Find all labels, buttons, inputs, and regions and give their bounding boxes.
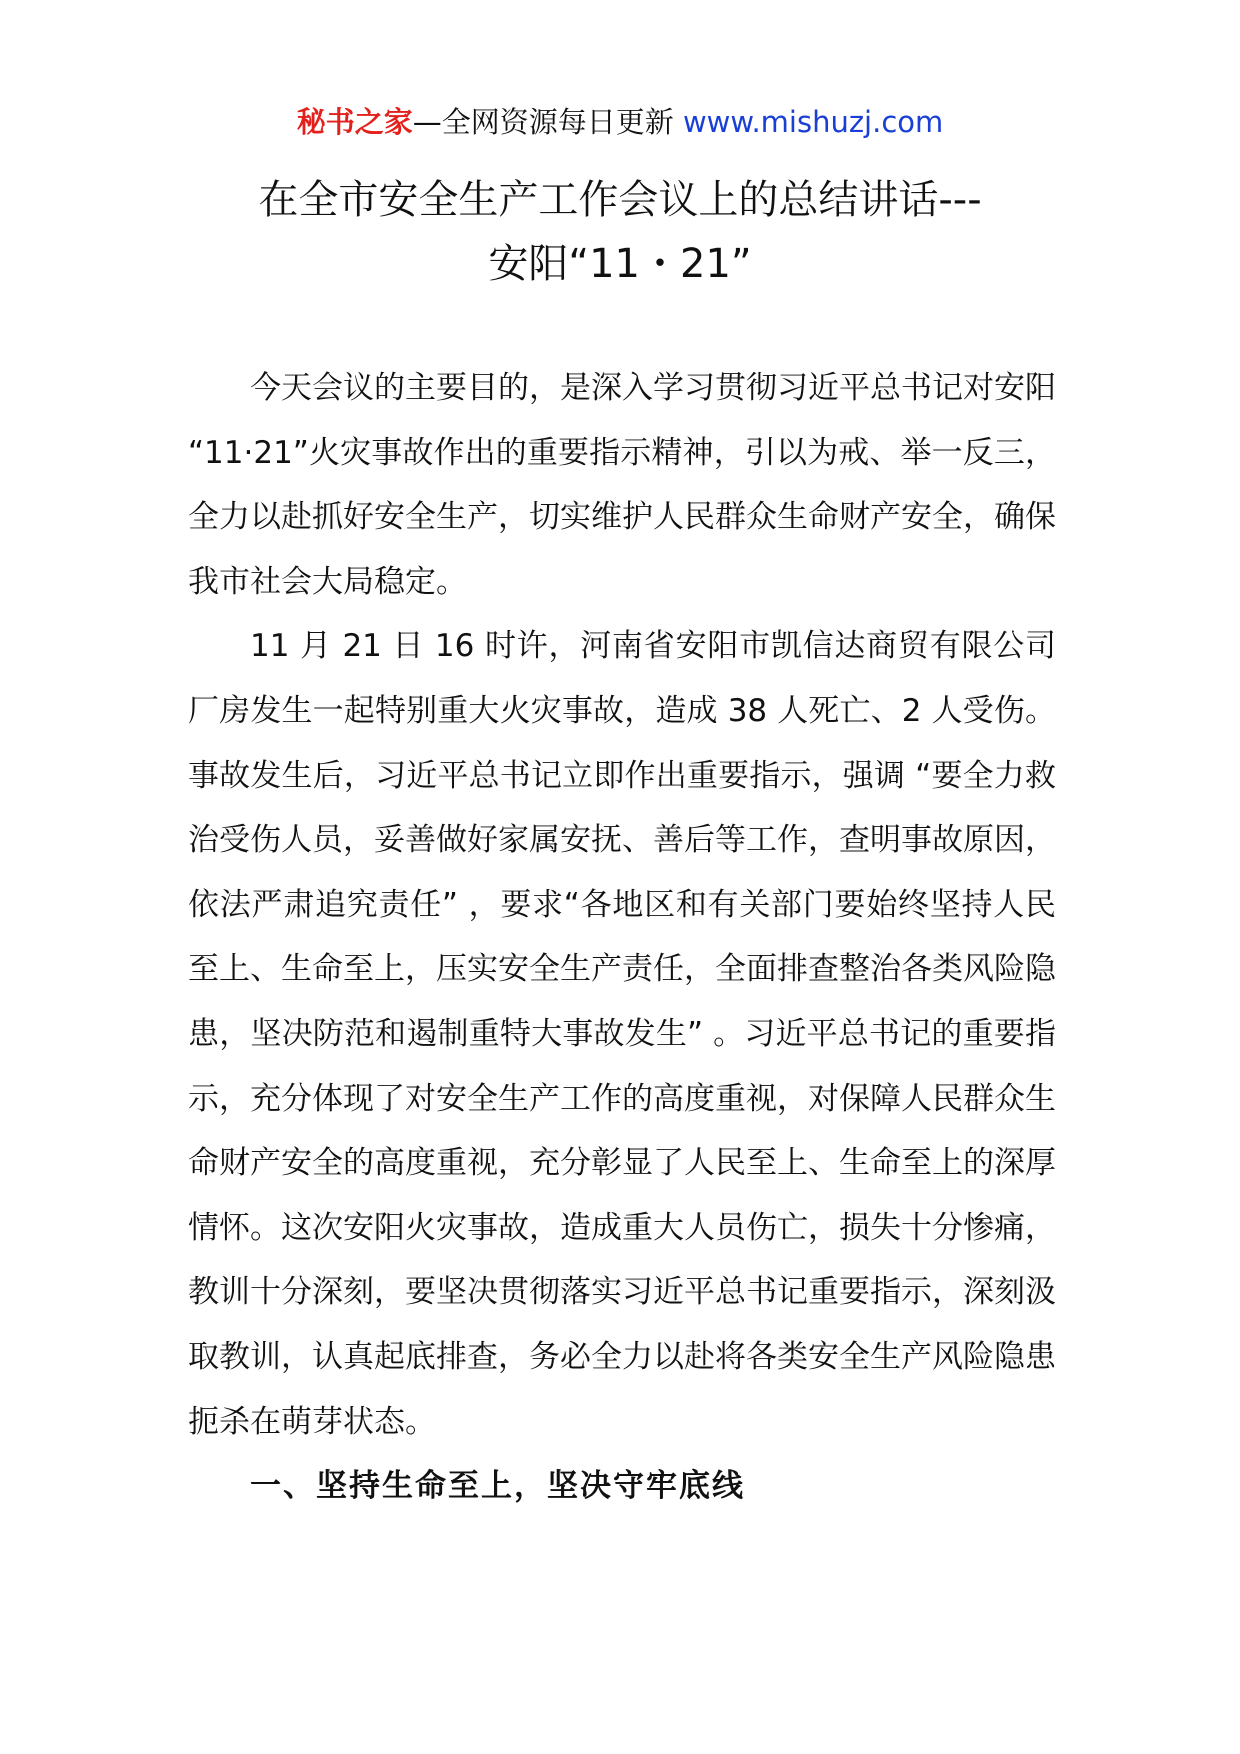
brand-name: 秘书之家 <box>296 105 413 139</box>
paragraph-incident: 11 月 21 日 16 时许，河南省安阳市凯信达商贸有限公司厂房发生一起特别重大火灾事故，造成 38 人死亡、2 人受伤。事故发生后，习近平总书记立即作出重要指示，强调 “要全力救治受伤人员，妥善做好家属安抚、善后等工作，查明事故原因，依法严肃追究责任” ，要求“各地区和有关部门要始终坚持人民至上、生命至上，压实安全生产责任，全面排查整治各类风险隐患，坚决防范和遏制重特大事故发生” 。习近平总书记的重要指示，充分体现了对安全生产工作的高度重视，对保障人民群众生命财产安全的高度重视，充分彰显了人民至上、生命至上的深厚情怀。这次安阳火灾事故，造成重大人员伤亡，损失十分惨痛，教训十分深刻，要坚决贯彻落实习近平总书记重要指示，深刻汲取教训，认真起底排查，务必全力以赴将各类安全生产风险隐患扼杀在萌芽状态。 <box>188 628 1056 1440</box>
title-line-2: 安阳“11・21” <box>488 241 752 287</box>
site-url-link[interactable]: www.mishuzj.com <box>682 105 944 139</box>
site-header <box>0 100 1240 144</box>
document-title <box>0 168 1240 296</box>
document-body <box>188 356 1056 1519</box>
header-slogan: —全网资源每日更新 <box>412 105 674 139</box>
title-line-1: 在全市安全生产工作会议上的总结讲话--- <box>258 177 982 223</box>
section-heading: 一、坚持生命至上，坚决守牢底线 <box>250 1468 745 1505</box>
paragraph-intro: 今天会议的主要目的，是深入学习贯彻习近平总书记对安阳 “11·21”火灾事故作出的重要指示精神，引以为戒、举一反三，全力以赴抓好安全生产，切实维护人民群众生命财产安全，确保我市社会大局稳定。 <box>188 370 1056 600</box>
